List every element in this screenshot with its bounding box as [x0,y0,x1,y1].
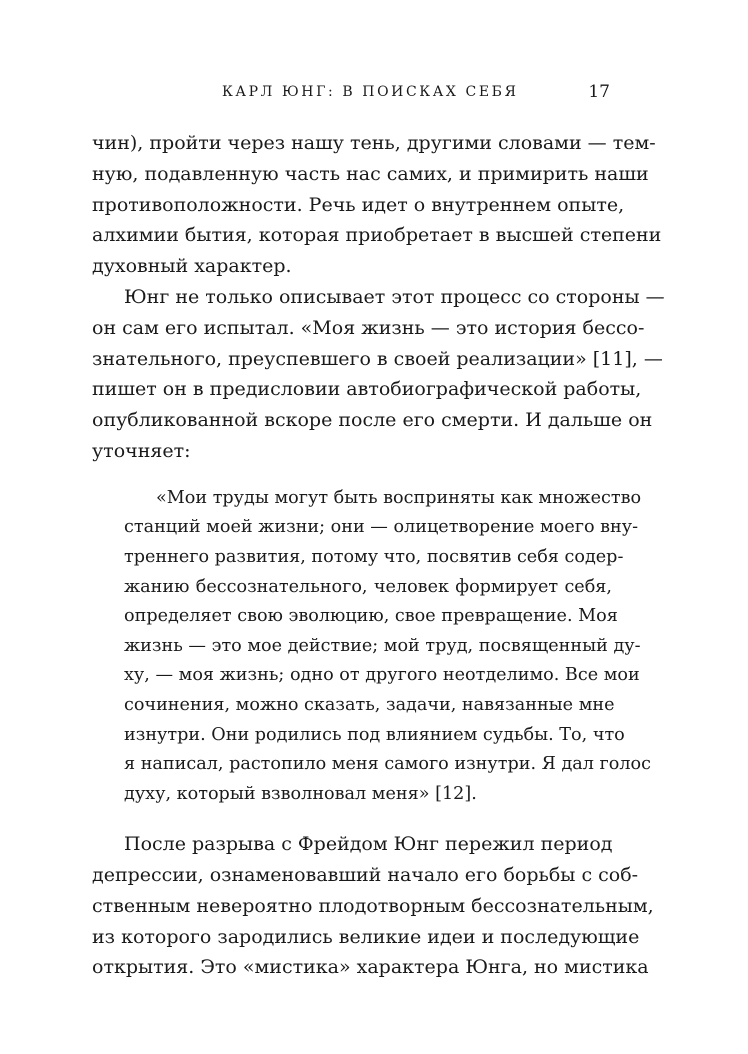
text-line: депрессии, ознаменовавший начало его борьбы с соб- [92,864,639,887]
running-title: КАРЛ ЮНГ: В ПОИСКАХ СЕБЯ [222,84,519,100]
text-line: он сам его испытал. «Моя жизнь — это история бессо- [92,316,645,339]
text-line: открытия. Это «мистика» характера Юнга, но мистика [92,956,649,979]
quote-line: ху, — моя жизнь; одно от другого неотделимо. Все мои [124,665,640,686]
text-line: опубликованной вскоре после его смерти. И дальше он [92,409,653,432]
page-number: 17 [588,82,610,102]
paragraph-3 [92,829,654,983]
quote-line: «Мои труды могут быть восприняты как множество [156,487,642,508]
text-line: знательного, преуспевшего в своей реализации» [11], — [92,347,663,370]
quote-line: я написал, растопило меня самого изнутри. Я дал голос [124,754,651,775]
text-line: уточняет: [92,439,191,462]
quote-line: станций моей жизни; они — олицетворение моего вну- [124,517,639,538]
body-text [92,128,665,983]
quote-line: сочинения, можно сказать, задачи, навязанные мне [124,694,615,715]
quote-line: треннего развития, потому что, посвятив себя содер- [124,546,624,567]
text-line: чин), пройти через нашу тень, другими словами — тем- [92,132,656,154]
paragraph-2 [92,282,665,467]
quote-line: духу, который взволновал меня» [12]. [124,783,477,804]
block-quote [124,484,651,810]
text-line: Юнг не только описывает этот процесс со стороны — [124,285,665,308]
text-line: ную, подавленную часть нас самих, и примирить наши [92,162,649,185]
text-line: из которого зародились великие идеи и последующие [92,925,640,948]
text-line: противоположности. Речь идет о внутреннем опыте, [92,193,625,216]
text-line: пишет он в предисловии автобиографической работы, [92,378,642,401]
text-line: ственным невероятно плодотворным бессознательным, [92,894,654,917]
text-line: алхимии бытия, которая приобретает в высшей степени [92,224,662,247]
paragraph-1 [92,128,662,282]
text-line: духовный характер. [92,255,292,278]
quote-line: жанию бессознательного, человек формирует себя, [124,576,612,597]
text-line: После разрыва с Фрейдом Юнг пережил период [124,833,613,856]
quote-line: определяет свою эволюцию, свое превращение. Моя [124,606,618,627]
quote-line: жизнь — это мое действие; мой труд, посвященный ду- [124,635,641,656]
running-head [92,80,612,104]
quote-line: изнутри. Они родились под влиянием судьбы. То, что [124,724,625,745]
